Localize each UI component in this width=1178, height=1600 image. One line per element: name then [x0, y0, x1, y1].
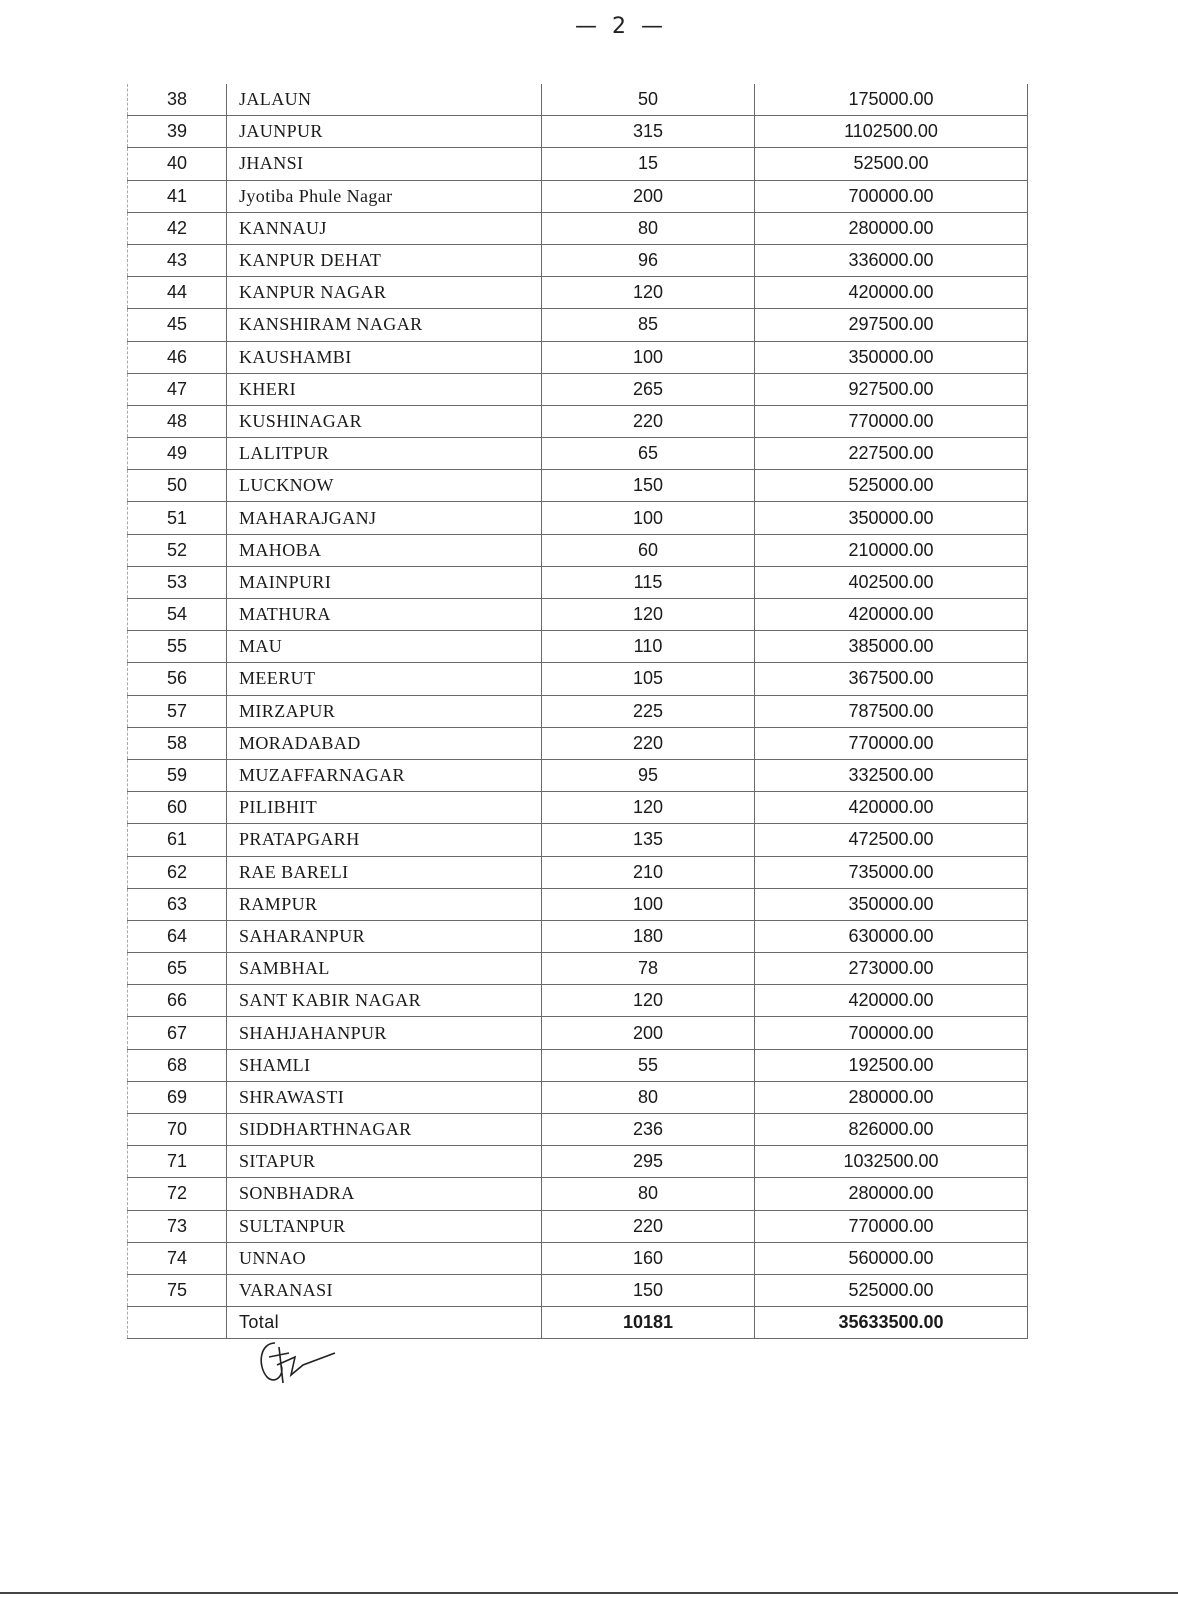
- total-label: Total: [227, 1307, 542, 1339]
- amount-value: 770000.00: [755, 405, 1028, 437]
- serial-number: 40: [128, 148, 227, 180]
- district-name: RAMPUR: [227, 888, 542, 920]
- serial-number: 58: [128, 727, 227, 759]
- table-row: [128, 212, 1028, 244]
- serial-number: 42: [128, 212, 227, 244]
- page-edge-line: [0, 1592, 1178, 1594]
- serial-number: 54: [128, 599, 227, 631]
- amount-value: 227500.00: [755, 438, 1028, 470]
- count-value: 96: [542, 244, 755, 276]
- amount-value: 350000.00: [755, 502, 1028, 534]
- district-name: RAE BARELI: [227, 856, 542, 888]
- serial-number: 45: [128, 309, 227, 341]
- serial-number: 53: [128, 566, 227, 598]
- district-name: MIRZAPUR: [227, 695, 542, 727]
- count-value: 180: [542, 920, 755, 952]
- amount-value: 350000.00: [755, 888, 1028, 920]
- amount-value: 420000.00: [755, 599, 1028, 631]
- table-row: [128, 534, 1028, 566]
- district-name: MAU: [227, 631, 542, 663]
- table-row: [128, 566, 1028, 598]
- amount-value: 52500.00: [755, 148, 1028, 180]
- serial-number: 57: [128, 695, 227, 727]
- serial-number: 39: [128, 116, 227, 148]
- district-name: MATHURA: [227, 599, 542, 631]
- amount-value: 700000.00: [755, 1017, 1028, 1049]
- district-name: SHAMLI: [227, 1049, 542, 1081]
- count-value: 200: [542, 180, 755, 212]
- serial-number: 74: [128, 1242, 227, 1274]
- table-row: [128, 180, 1028, 212]
- count-value: 150: [542, 1274, 755, 1306]
- serial-number: 75: [128, 1274, 227, 1306]
- table-row: [128, 985, 1028, 1017]
- amount-value: 927500.00: [755, 373, 1028, 405]
- count-value: 115: [542, 566, 755, 598]
- serial-number: 43: [128, 244, 227, 276]
- serial-number: 72: [128, 1178, 227, 1210]
- district-name: SIDDHARTHNAGAR: [227, 1114, 542, 1146]
- district-name: KAUSHAMBI: [227, 341, 542, 373]
- total-row: [128, 1307, 1028, 1339]
- serial-number: 63: [128, 888, 227, 920]
- serial-number: 51: [128, 502, 227, 534]
- amount-value: 367500.00: [755, 663, 1028, 695]
- district-name: SULTANPUR: [227, 1210, 542, 1242]
- table-row: [128, 599, 1028, 631]
- amount-value: 273000.00: [755, 953, 1028, 985]
- table-row: [128, 148, 1028, 180]
- serial-number: 62: [128, 856, 227, 888]
- district-name: JHANSI: [227, 148, 542, 180]
- district-name: JAUNPUR: [227, 116, 542, 148]
- table-row: [128, 438, 1028, 470]
- district-name: KANSHIRAM NAGAR: [227, 309, 542, 341]
- count-value: 160: [542, 1242, 755, 1274]
- count-value: 80: [542, 1081, 755, 1113]
- district-name: KUSHINAGAR: [227, 405, 542, 437]
- amount-value: 385000.00: [755, 631, 1028, 663]
- amount-value: 735000.00: [755, 856, 1028, 888]
- serial-number: 38: [128, 84, 227, 116]
- signature-icon: [255, 1335, 345, 1390]
- serial-number: 68: [128, 1049, 227, 1081]
- table-row: [128, 792, 1028, 824]
- table-row: [128, 1178, 1028, 1210]
- count-value: 265: [542, 373, 755, 405]
- count-value: 220: [542, 727, 755, 759]
- count-value: 100: [542, 502, 755, 534]
- count-value: 100: [542, 888, 755, 920]
- district-name: LALITPUR: [227, 438, 542, 470]
- district-name: Jyotiba Phule Nagar: [227, 180, 542, 212]
- table-row: [128, 470, 1028, 502]
- count-value: 120: [542, 599, 755, 631]
- district-name: JALAUN: [227, 84, 542, 116]
- count-value: 120: [542, 792, 755, 824]
- total-count: 10181: [542, 1307, 755, 1339]
- table-row: [128, 341, 1028, 373]
- serial-number: 71: [128, 1146, 227, 1178]
- count-value: 100: [542, 341, 755, 373]
- serial-number: 59: [128, 759, 227, 791]
- serial-number: 52: [128, 534, 227, 566]
- count-value: 85: [542, 309, 755, 341]
- serial-number: 56: [128, 663, 227, 695]
- serial-number: 67: [128, 1017, 227, 1049]
- amount-value: 210000.00: [755, 534, 1028, 566]
- amount-value: 332500.00: [755, 759, 1028, 791]
- table-row: [128, 405, 1028, 437]
- district-name: MAHOBA: [227, 534, 542, 566]
- serial-number: 49: [128, 438, 227, 470]
- district-name: MORADABAD: [227, 727, 542, 759]
- table-row: [128, 1274, 1028, 1306]
- serial-number: 41: [128, 180, 227, 212]
- amount-value: 297500.00: [755, 309, 1028, 341]
- amount-value: 350000.00: [755, 341, 1028, 373]
- count-value: 50: [542, 84, 755, 116]
- count-value: 120: [542, 985, 755, 1017]
- amount-value: 280000.00: [755, 212, 1028, 244]
- total-amount: 35633500.00: [755, 1307, 1028, 1339]
- table-row: [128, 1114, 1028, 1146]
- count-value: 220: [542, 405, 755, 437]
- table-row: [128, 920, 1028, 952]
- amount-value: 770000.00: [755, 727, 1028, 759]
- count-value: 65: [542, 438, 755, 470]
- count-value: 15: [542, 148, 755, 180]
- table-row: [128, 856, 1028, 888]
- count-value: 110: [542, 631, 755, 663]
- table-row: [128, 663, 1028, 695]
- table-row: [128, 116, 1028, 148]
- district-name: SONBHADRA: [227, 1178, 542, 1210]
- district-name: SAHARANPUR: [227, 920, 542, 952]
- table-row: [128, 824, 1028, 856]
- amount-value: 192500.00: [755, 1049, 1028, 1081]
- amount-value: 420000.00: [755, 985, 1028, 1017]
- district-name: MAINPURI: [227, 566, 542, 598]
- amount-value: 1102500.00: [755, 116, 1028, 148]
- table-row: [128, 759, 1028, 791]
- table-row: [128, 953, 1028, 985]
- serial-number: [128, 1307, 227, 1339]
- count-value: 295: [542, 1146, 755, 1178]
- district-name: SHAHJAHANPUR: [227, 1017, 542, 1049]
- table-row: [128, 727, 1028, 759]
- count-value: 78: [542, 953, 755, 985]
- table-row: [128, 244, 1028, 276]
- table-row: [128, 1017, 1028, 1049]
- amount-value: 525000.00: [755, 1274, 1028, 1306]
- serial-number: 44: [128, 277, 227, 309]
- table-row: [128, 502, 1028, 534]
- amount-value: 336000.00: [755, 244, 1028, 276]
- serial-number: 55: [128, 631, 227, 663]
- table-row: [128, 1146, 1028, 1178]
- table-row: [128, 1210, 1028, 1242]
- table-row: [128, 888, 1028, 920]
- serial-number: 46: [128, 341, 227, 373]
- district-name: LUCKNOW: [227, 470, 542, 502]
- count-value: 220: [542, 1210, 755, 1242]
- serial-number: 70: [128, 1114, 227, 1146]
- table-row: [128, 277, 1028, 309]
- amount-value: 280000.00: [755, 1081, 1028, 1113]
- table-row: [128, 1049, 1028, 1081]
- page-number: — 2 —: [575, 14, 667, 39]
- district-name: KANPUR DEHAT: [227, 244, 542, 276]
- table-row: [128, 631, 1028, 663]
- amount-value: 525000.00: [755, 470, 1028, 502]
- amount-value: 770000.00: [755, 1210, 1028, 1242]
- district-name: SAMBHAL: [227, 953, 542, 985]
- district-name: PRATAPGARH: [227, 824, 542, 856]
- district-name: SITAPUR: [227, 1146, 542, 1178]
- count-value: 210: [542, 856, 755, 888]
- count-value: 55: [542, 1049, 755, 1081]
- district-name: KHERI: [227, 373, 542, 405]
- amount-value: 560000.00: [755, 1242, 1028, 1274]
- table-row: [128, 1242, 1028, 1274]
- amount-value: 175000.00: [755, 84, 1028, 116]
- table-row: [128, 695, 1028, 727]
- count-value: 105: [542, 663, 755, 695]
- table-row: [128, 1081, 1028, 1113]
- serial-number: 64: [128, 920, 227, 952]
- serial-number: 60: [128, 792, 227, 824]
- amount-value: 700000.00: [755, 180, 1028, 212]
- table-row: [128, 309, 1028, 341]
- serial-number: 48: [128, 405, 227, 437]
- count-value: 315: [542, 116, 755, 148]
- amount-value: 1032500.00: [755, 1146, 1028, 1178]
- count-value: 236: [542, 1114, 755, 1146]
- count-value: 150: [542, 470, 755, 502]
- count-value: 80: [542, 212, 755, 244]
- count-value: 120: [542, 277, 755, 309]
- table-row: [128, 373, 1028, 405]
- district-name: SHRAWASTI: [227, 1081, 542, 1113]
- district-name: UNNAO: [227, 1242, 542, 1274]
- count-value: 60: [542, 534, 755, 566]
- serial-number: 65: [128, 953, 227, 985]
- count-value: 135: [542, 824, 755, 856]
- district-name: VARANASI: [227, 1274, 542, 1306]
- district-allocation-table: [127, 84, 1028, 1339]
- table-row: [128, 84, 1028, 116]
- serial-number: 50: [128, 470, 227, 502]
- amount-value: 420000.00: [755, 792, 1028, 824]
- count-value: 200: [542, 1017, 755, 1049]
- count-value: 225: [542, 695, 755, 727]
- amount-value: 402500.00: [755, 566, 1028, 598]
- amount-value: 630000.00: [755, 920, 1028, 952]
- district-name: KANNAUJ: [227, 212, 542, 244]
- serial-number: 47: [128, 373, 227, 405]
- amount-value: 826000.00: [755, 1114, 1028, 1146]
- district-name: PILIBHIT: [227, 792, 542, 824]
- district-name: MUZAFFARNAGAR: [227, 759, 542, 791]
- district-name: SANT KABIR NAGAR: [227, 985, 542, 1017]
- district-name: MEERUT: [227, 663, 542, 695]
- serial-number: 61: [128, 824, 227, 856]
- district-name: KANPUR NAGAR: [227, 277, 542, 309]
- amount-value: 420000.00: [755, 277, 1028, 309]
- serial-number: 66: [128, 985, 227, 1017]
- count-value: 80: [542, 1178, 755, 1210]
- district-name: MAHARAJGANJ: [227, 502, 542, 534]
- amount-value: 472500.00: [755, 824, 1028, 856]
- serial-number: 69: [128, 1081, 227, 1113]
- serial-number: 73: [128, 1210, 227, 1242]
- count-value: 95: [542, 759, 755, 791]
- amount-value: 787500.00: [755, 695, 1028, 727]
- amount-value: 280000.00: [755, 1178, 1028, 1210]
